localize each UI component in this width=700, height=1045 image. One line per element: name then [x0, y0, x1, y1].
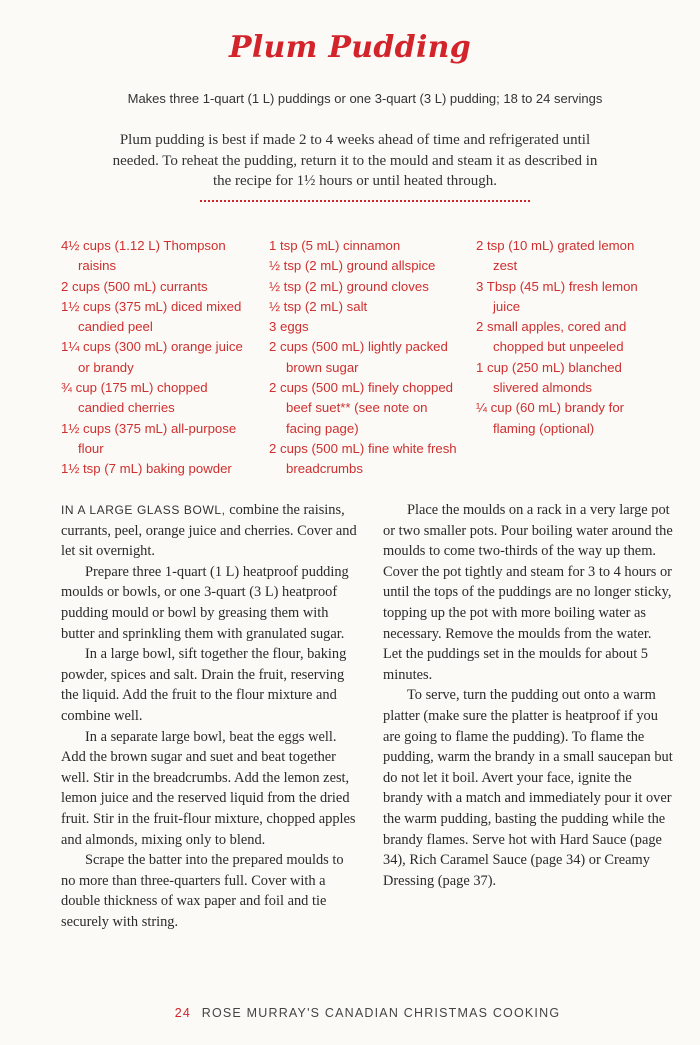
method-paragraph: Place the moulds on a rack in a very large pot or two smaller pots. Pour boiling water around the moulds to come two-thirds of the way up them. Cover the pot tightly and steam for 3 to 4 hours or until the tops of the puddings are no longer sticky, topping up the pot with more boiling water as necessary. Remove the moulds from the water. Let the puddings set in the moulds for about 5 minutes.: [383, 502, 673, 683]
ingredient-item: 2 cups (500 mL) currants: [61, 278, 208, 294]
ingredient-item: ¾ cup (175 mL) chopped candied cherries: [61, 380, 208, 416]
ingredient-item: 2 cups (500 mL) lightly packed brown sugar: [269, 339, 448, 375]
ingredient-item: 1½ cups (375 mL) all-purpose flour: [61, 420, 237, 456]
ingredients-column-2: [269, 236, 464, 480]
ingredient-item: 1 tsp (5 mL) cinnamon: [269, 238, 401, 253]
ingredient-item: 3 Tbsp (45 mL) fresh lemon juice: [476, 278, 638, 314]
book-title: ROSE MURRAY'S CANADIAN CHRISTMAS COOKING: [201, 1006, 561, 1020]
ingredient-item: 2 tsp (10 mL) grated lemon zest: [476, 238, 635, 274]
ingredient-item: 1½ tsp (7 mL) baking powder: [61, 461, 232, 477]
ingredient-item: 1¼ cups (300 mL) orange juice or brandy: [61, 339, 243, 375]
method-paragraph: Scrape the batter into the prepared moulds to no more than three-quarters full. Cover with a double thickness of wax paper and foil and tie securely with string.: [61, 852, 344, 930]
ingredient-item: 4½ cups (1.12 L) Thompson raisins: [61, 238, 226, 274]
page-number: 24: [174, 1006, 192, 1020]
ingredient-item: 1 cup (250 mL) blanched slivered almonds: [476, 359, 622, 396]
method-lead-in: IN A LARGE GLASS BOWL,: [61, 503, 226, 517]
method-column-1: [61, 500, 361, 932]
method-text: combine the raisins, currants, peel, orange juice and cherries. Cover and let sit overnight.: [61, 502, 357, 560]
method-paragraph: To serve, turn the pudding out onto a warm platter (make sure the platter is heatproof if you are going to flame the pudding). To flame the pudding, warm the brandy in a small saucepan but do not let it boil. Avert your face, ignite the brandy with a match and immediately pour it over the warm pudding, basting the pudding while the brandy flames. Serve hot with Hard Sauce (page 34), Rich Caramel Sauce (page 34) or Creamy Dressing (page 37).: [383, 687, 673, 889]
ingredient-item: 1½ cups (375 mL) diced mixed candied peel: [61, 298, 242, 335]
ingredient-item: 3 eggs: [269, 319, 309, 335]
method-column-2: [383, 500, 673, 891]
recipe-intro: Plum pudding is best if made 2 to 4 weeks ahead of time and refrigerated until needed. To reheat the pudding, return it to the mould and steam it as described in the recipe for 1½ hours or until heated through.: [112, 132, 598, 189]
ingredient-item: ½ tsp (2 mL) salt: [269, 298, 368, 314]
page-footer: [0, 1006, 700, 1020]
method-paragraph: Prepare three 1-quart (1 L) heatproof pudding moulds or bowls, or one 3-quart (3 L) heatproof pudding mould or bowl by greasing them with butter and sprinkling them with granulated sugar.: [61, 563, 349, 642]
recipe-yield: Makes three 1-quart (1 L) puddings or one 3-quart (3 L) pudding; 18 to 24 servings: [127, 91, 603, 106]
ingredient-item: ¼ cup (60 mL) brandy for flaming (optional): [476, 400, 625, 436]
ingredients-column-1: [61, 236, 256, 480]
dotted-divider: [200, 200, 530, 202]
recipe-title: Plum Pudding: [228, 30, 472, 65]
ingredient-item: ½ tsp (2 mL) ground cloves: [269, 278, 429, 294]
ingredient-item: 2 small apples, cored and chopped but unpeeled: [476, 319, 627, 355]
ingredient-item: 2 cups (500 mL) fine white fresh breadcrumbs: [269, 440, 457, 477]
ingredients-column-3: [476, 236, 661, 439]
method-paragraph: [61, 500, 361, 562]
ingredient-item: 2 cups (500 mL) finely chopped beef suet** (see note on facing page): [269, 380, 454, 436]
ingredient-item: ½ tsp (2 mL) ground allspice: [269, 258, 436, 274]
method-paragraph: In a separate large bowl, beat the eggs well. Add the brown sugar and suet and beat together well. Stir in the breadcrumbs. Add the lemon zest, lemon juice and the reserved liquid from the dried fruit. Stir in the fruit-flour mixture, chopped apples and almonds, mixing only to blend.: [61, 728, 356, 848]
method-paragraph: In a large bowl, sift together the flour, baking powder, spices and salt. Drain the fruit, reserving the liquid. Add the fruit to the flour mixture and combine well.: [61, 646, 347, 724]
